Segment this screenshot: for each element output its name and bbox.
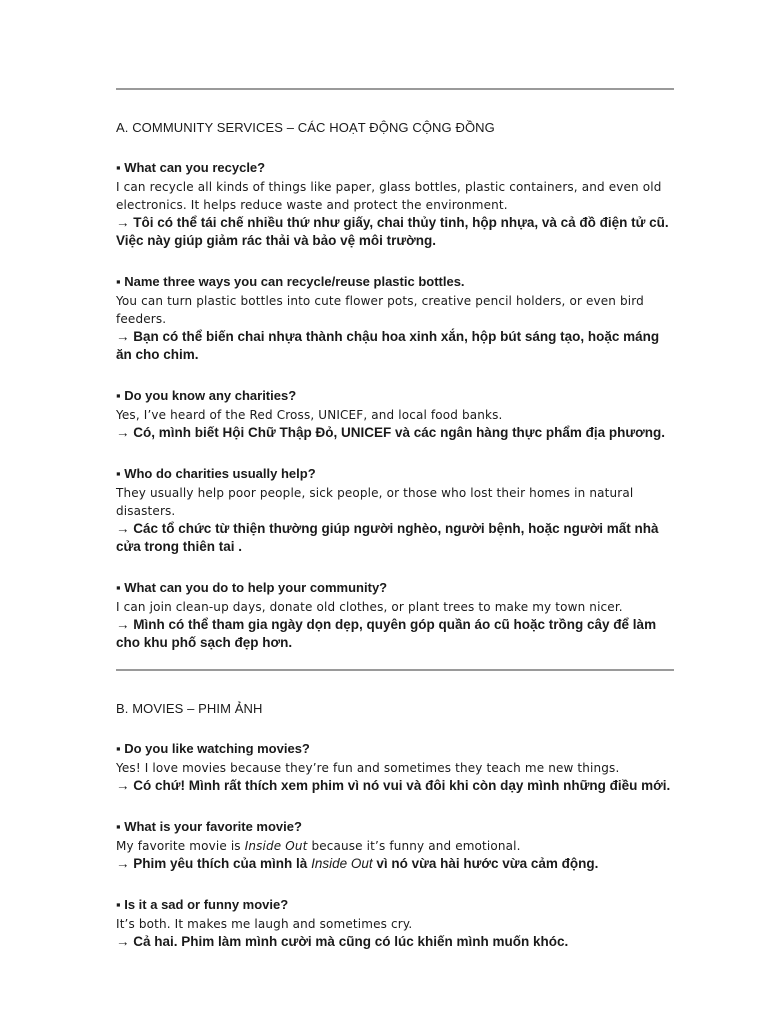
arrow-icon: → [116,778,130,793]
question: ▪ Who do charities usually help? [116,466,316,481]
answer-english: Yes, I’ve heard of the Red Cross, UNICEF, and local food banks. [116,408,503,422]
question: ▪ Name three ways you can recycle/reuse plastic bottles. [116,274,465,289]
answer-vietnamese [116,328,674,364]
arrow-icon: → [116,215,130,230]
qa-item [116,387,674,442]
question: ▪ What can you recycle? [116,160,266,175]
qa-item [116,896,674,951]
section-b-title: B. MOVIES – PHIM ẢNH [116,701,263,716]
answer-english-pre: My favorite movie is [116,839,245,853]
qa-item [116,818,674,873]
answer-vietnamese-pre: Phim yêu thích của mình là [133,856,312,871]
answer-english: You can turn plastic bottles into cute flower pots, creative pencil holders, or even bird feeders. [116,294,644,326]
answer-vietnamese [116,424,674,442]
divider-top [116,88,674,90]
answer-vietnamese [116,214,674,250]
divider-middle [116,669,674,671]
qa-item [116,159,674,250]
answer-vietnamese [116,855,674,873]
question: ▪ What can you do to help your community? [116,580,388,595]
qa-item [116,465,674,556]
arrow-icon: → [116,521,130,536]
answer-vietnamese [116,777,674,795]
arrow-icon: → [116,617,130,632]
answer-vietnamese [116,933,674,951]
question: ▪ What is your favorite movie? [116,819,302,834]
answer-vietnamese-text: Có chứ! Mình rất thích xem phim vì nó vui và đôi khi còn dạy mình những điều mới. [133,778,671,793]
question: ▪ Do you know any charities? [116,388,297,403]
qa-item [116,579,674,652]
arrow-icon: → [116,934,130,949]
answer-vietnamese-text: Các tổ chức từ thiện thường giúp người nghèo, người bệnh, hoặc người mất nhà cửa trong thiên tai . [116,521,659,554]
answer-english [116,837,674,855]
movie-title-vietnamese: Inside Out [311,856,373,871]
answer-vietnamese-text: Cả hai. Phim làm mình cười mà cũng có lúc khiến mình muốn khóc. [133,934,569,949]
qa-item [116,273,674,364]
answer-english: I can join clean-up days, donate old clothes, or plant trees to make my town nicer. [116,600,623,614]
answer-english: I can recycle all kinds of things like paper, glass bottles, plastic containers, and even old electronics. It helps reduce waste and protect the environment. [116,180,662,212]
question: ▪ Do you like watching movies? [116,741,310,756]
answer-vietnamese-text: Có, mình biết Hội Chữ Thập Đỏ, UNICEF và các ngân hàng thực phẩm địa phương. [133,425,665,440]
arrow-icon: → [116,329,130,344]
answer-vietnamese [116,616,674,652]
answer-vietnamese-text: Bạn có thể biến chai nhựa thành chậu hoa xinh xắn, hộp bút sáng tạo, hoặc máng ăn cho chim. [116,329,660,362]
question: ▪ Is it a sad or funny movie? [116,897,289,912]
qa-item [116,740,674,795]
document-page [116,88,674,974]
section-a-title: A. COMMUNITY SERVICES – CÁC HOẠT ĐỘNG CỘNG ĐỒNG [116,120,495,135]
answer-english: They usually help poor people, sick people, or those who lost their homes in natural disasters. [116,486,634,518]
answer-vietnamese-text: Mình có thể tham gia ngày dọn dẹp, quyên góp quần áo cũ hoặc trồng cây để làm cho khu phố sạch đẹp hơn. [116,617,657,650]
answer-vietnamese [116,520,674,556]
answer-vietnamese-text: Tôi có thể tái chế nhiều thứ như giấy, chai thủy tinh, hộp nhựa, và cả đồ điện tử cũ. Việc này giúp giảm rác thải và bảo vệ môi trường. [116,215,669,248]
answer-english-post: because it’s funny and emotional. [307,839,521,853]
movie-title: Inside Out [244,839,308,853]
arrow-icon: → [116,856,130,871]
answer-vietnamese-post: vì nó vừa hài hước vừa cảm động. [372,856,599,871]
answer-english: It’s both. It makes me laugh and sometimes cry. [116,917,413,931]
arrow-icon: → [116,425,130,440]
answer-english: Yes! I love movies because they’re fun and sometimes they teach me new things. [116,761,620,775]
